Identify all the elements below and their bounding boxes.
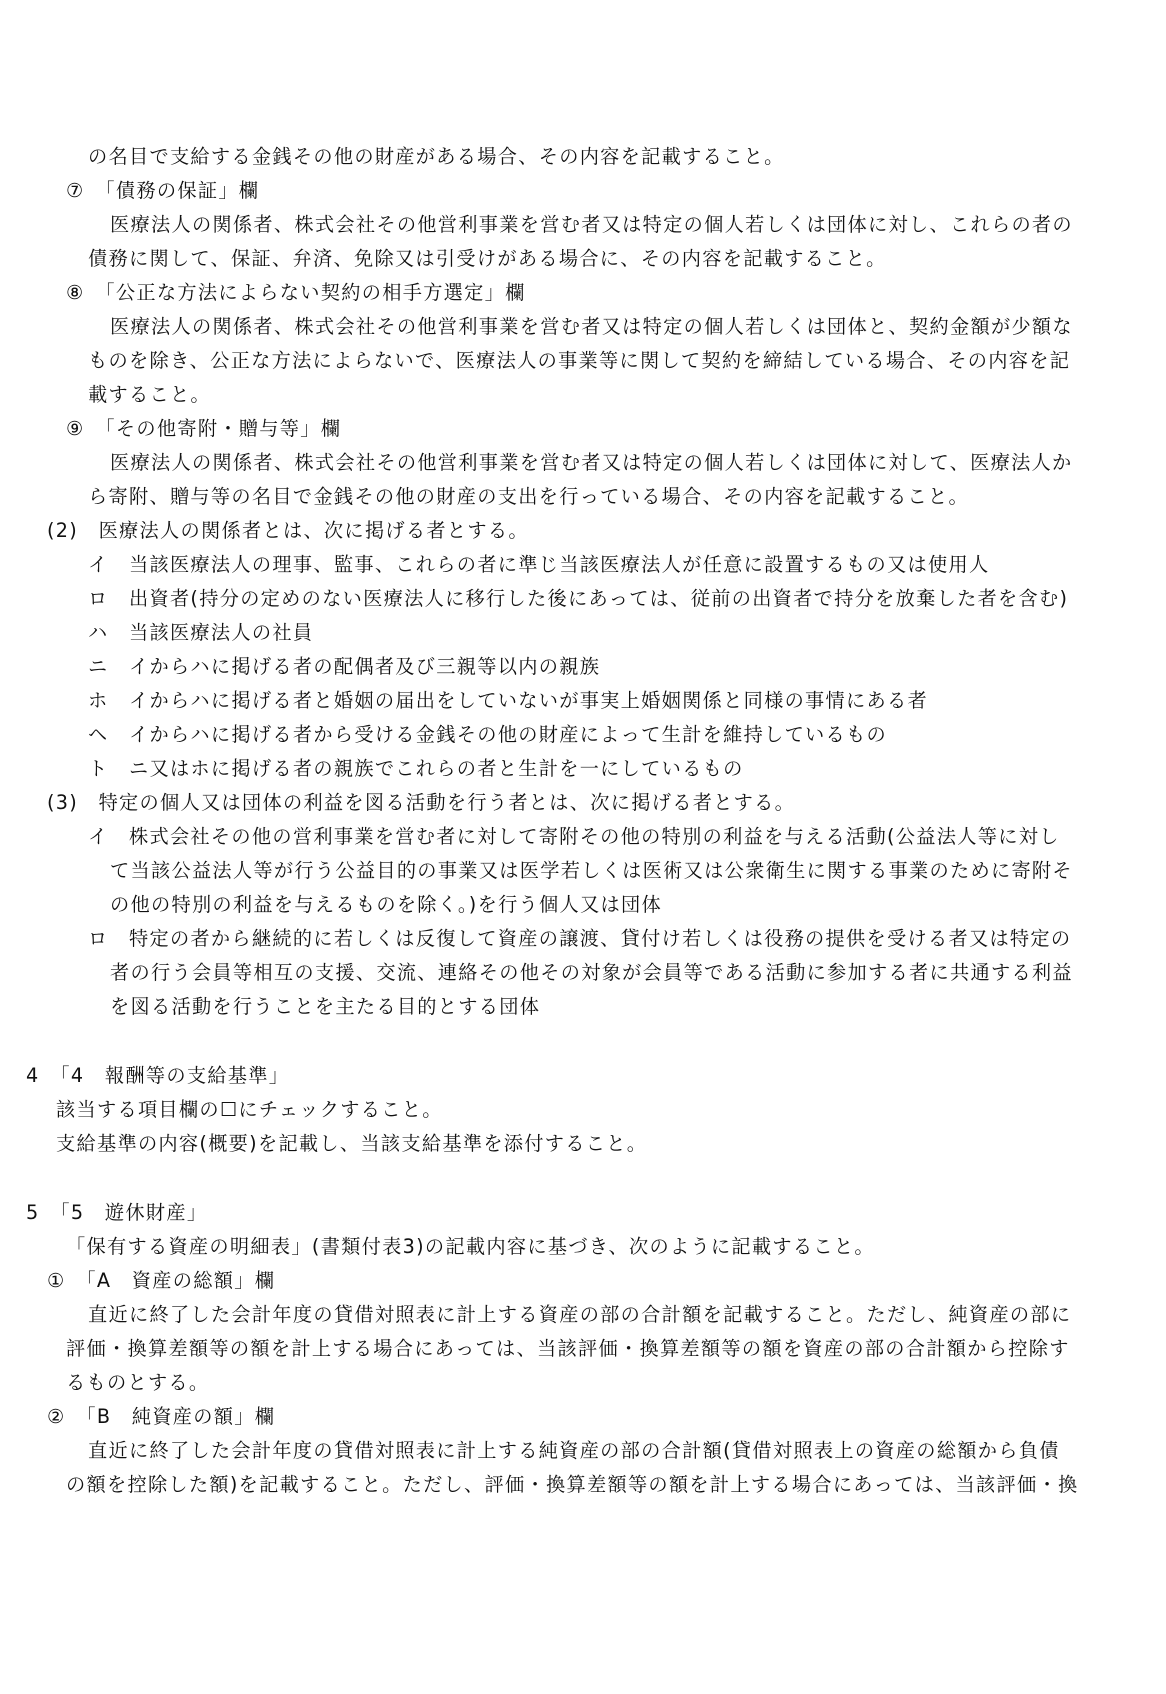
list-item: ロ 特定の者から継続的に若しくは反復して資産の譲渡、貸付け若しくは役務の提供を受ける者又は特定の: [88, 927, 1072, 950]
section-heading: 4 「4 報酬等の支給基準」: [26, 1064, 290, 1087]
text-line: 債務に関して、保証、弁済、免除又は引受けがある場合に、その内容を記載すること。: [88, 247, 887, 270]
list-item: ロ 出資者(持分の定めのない医療法人に移行した後にあっては、従前の出資者で持分を放棄した者を含む): [88, 587, 1069, 610]
text-line: 評価・換算差額等の額を計上する場合にあっては、当該評価・換算差額等の額を資産の部の合計額から控除す: [66, 1337, 1070, 1360]
text-line: 直近に終了した会計年度の貸借対照表に計上する資産の部の合計額を記載すること。ただし、純資産の部に: [88, 1303, 1072, 1326]
subsection-heading: (2) 医療法人の関係者とは、次に掲げる者とする。: [47, 519, 529, 542]
text-line: の他の特別の利益を与えるものを除く。)を行う個人又は団体: [110, 893, 662, 916]
list-item: ハ 当該医療法人の社員: [88, 621, 314, 644]
section-heading: 5 「5 遊休財産」: [26, 1201, 208, 1224]
item-heading: ⑦ 「債務の保証」欄: [66, 179, 260, 202]
text-line: 医療法人の関係者、株式会社その他営利事業を営む者又は特定の個人若しくは団体と、契約金額が少額な: [110, 315, 1073, 338]
list-item: イ 当該医療法人の理事、監事、これらの者に準じ当該医療法人が任意に設置するもの又は使用人: [88, 553, 990, 576]
text-line: 該当する項目欄の☐にチェックすること。: [56, 1098, 443, 1121]
text-line: 者の行う会員等相互の支援、交流、連絡その他その対象が会員等である活動に参加する者に共通する利益: [110, 961, 1073, 984]
list-item: ト ニ又はホに掲げる者の親族でこれらの者と生計を一にしているもの: [88, 757, 744, 780]
list-item: イ 株式会社その他の営利事業を営む者に対して寄附その他の特別の利益を与える活動(公益法人等に対し: [88, 825, 1060, 848]
text-line: ものを除き、公正な方法によらないで、医療法人の事業等に関して契約を締結している場合、その内容を記: [88, 349, 1071, 372]
text-line: 「保有する資産の明細表」(書類付表3)の記載内容に基づき、次のように記載すること。: [66, 1235, 875, 1258]
text-line: 載すること。: [88, 383, 211, 406]
item-heading: ⑨ 「その他寄附・贈与等」欄: [66, 417, 342, 440]
list-item: ヘ イからハに掲げる者から受ける金銭その他の財産によって生計を維持しているもの: [88, 723, 888, 746]
text-line: 直近に終了した会計年度の貸借対照表に計上する純資産の部の合計額(貸借対照表上の資産の総額から負債: [88, 1439, 1060, 1462]
text-line: の額を控除した額)を記載すること。ただし、評価・換算差額等の額を計上する場合にあっては、当該評価・換: [66, 1473, 1079, 1496]
text-line: 医療法人の関係者、株式会社その他営利事業を営む者又は特定の個人若しくは団体に対し、これらの者の: [110, 213, 1073, 236]
list-item: ニ イからハに掲げる者の配偶者及び三親等以内の親族: [88, 655, 601, 678]
item-heading: ⑧ 「公正な方法によらない契約の相手方選定」欄: [66, 281, 526, 304]
text-line: 支給基準の内容(概要)を記載し、当該支給基準を添付すること。: [56, 1132, 648, 1155]
text-line: 医療法人の関係者、株式会社その他営利事業を営む者又は特定の個人若しくは団体に対して、医療法人か: [110, 451, 1073, 474]
item-heading: ② 「B 純資産の額」欄: [47, 1405, 276, 1428]
text-line: ら寄附、贈与等の名目で金銭その他の財産の支出を行っている場合、その内容を記載すること。: [88, 485, 969, 508]
subsection-heading: (3) 特定の個人又は団体の利益を図る活動を行う者とは、次に掲げる者とする。: [47, 791, 796, 814]
text-line: て当該公益法人等が行う公益目的の事業又は医学若しくは医術又は公衆衛生に関する事業のために寄附そ: [110, 859, 1073, 882]
text-line: るものとする。: [66, 1371, 210, 1394]
text-line: を図る活動を行うことを主たる目的とする団体: [110, 995, 541, 1018]
text-line: の名目で支給する金銭その他の財産がある場合、その内容を記載すること。: [88, 145, 785, 168]
item-heading: ① 「A 資産の総額」欄: [47, 1269, 276, 1292]
list-item: ホ イからハに掲げる者と婚姻の届出をしていないが事実上婚姻関係と同様の事情にある者: [88, 689, 928, 712]
